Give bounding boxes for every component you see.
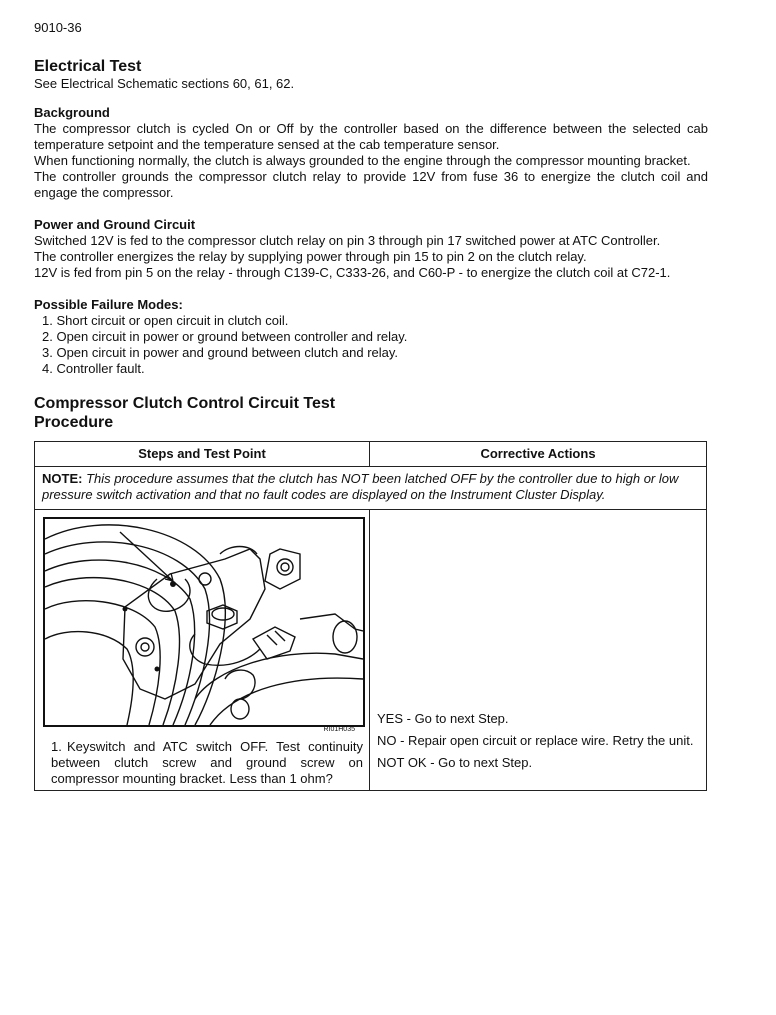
power-ground-line-2: The controller energizes the relay by supplying power through pin 15 to pin 2 on the clutch relay. [34,249,587,264]
step-cell [35,510,370,791]
power-ground-line-1: Switched 12V is fed to the compressor clutch relay on pin 3 through pin 17 switched power at ATC Controller. [34,233,661,248]
electrical-test-heading: Electrical Test [34,58,142,75]
note-cell [35,467,707,510]
failure-modes-heading: Possible Failure Modes: [34,297,183,312]
compressor-clutch-figure [43,517,365,727]
failure-mode-item: 2. Open circuit in power or ground between controller and relay. [42,329,408,344]
power-ground-section [34,217,708,281]
step-1-number: 1. [51,739,62,754]
failure-modes-list [34,313,708,377]
background-heading: Background [34,105,110,120]
electrical-test-section [34,57,708,92]
table-header-row [35,442,707,467]
failure-modes-section [34,297,708,377]
background-para-1: The compressor clutch is cycled On or Off by the controller based on the difference between the selected cab temperature setpoint and the temperature sensed at the cab temperature sensor. [34,121,708,152]
failure-mode-item: 3. Open circuit in power and ground between clutch and relay. [42,345,399,360]
step-1-text-block [51,739,363,787]
compressor-clutch-illustration [45,519,363,725]
step-1-text: Keyswitch and ATC switch OFF. Test continuity between clutch screw and ground screw on compressor mounting bracket. Less than 1 ohm? [51,739,363,786]
background-para-2: When functioning normally, the clutch is always grounded to the engine through the compressor mounting bracket. [34,153,691,168]
actions-cell [370,510,707,791]
procedure-heading-line-2: Procedure [34,414,114,431]
steps-column-header: Steps and Test Point [35,442,370,467]
failure-mode-item: 4. Controller fault. [42,361,145,376]
action-yes: YES - Go to next Step. [377,711,509,726]
failure-mode-item: 1. Short circuit or open circuit in clutch coil. [42,313,289,328]
note-label: NOTE: [42,471,83,486]
note-row [35,467,707,510]
action-no: NO - Repair open circuit or replace wire. Retry the unit. [377,733,694,748]
page-number: 9010-36 [34,20,82,35]
actions-column-header: Corrective Actions [370,442,707,467]
procedure-heading [34,394,335,432]
procedure-heading-line-1: Compressor Clutch Control Circuit Test [34,395,336,412]
note-text: This procedure assumes that the clutch has NOT been latched OFF by the controller due to high or low pressure switch activation and that no fault codes are displayed on the Instrument Cluster Display. [42,471,679,502]
background-para-3: The controller grounds the compressor clutch relay to provide 12V from fuse 36 to energize the clutch coil and engage the compressor. [34,169,708,200]
action-not-ok: NOT OK - Go to next Step. [377,755,533,770]
electrical-test-text: See Electrical Schematic sections 60, 61, 62. [34,76,295,91]
corrective-actions [377,711,703,777]
step-row [35,510,707,791]
background-section [34,105,708,201]
power-ground-line-3: 12V is fed from pin 5 on the relay - through C139-C, C333-26, and C60-P - to energize the clutch coil at C72-1. [34,265,671,280]
figure-id: RI01H035 [323,726,355,733]
procedure-table [34,441,707,791]
power-ground-heading: Power and Ground Circuit [34,217,196,232]
